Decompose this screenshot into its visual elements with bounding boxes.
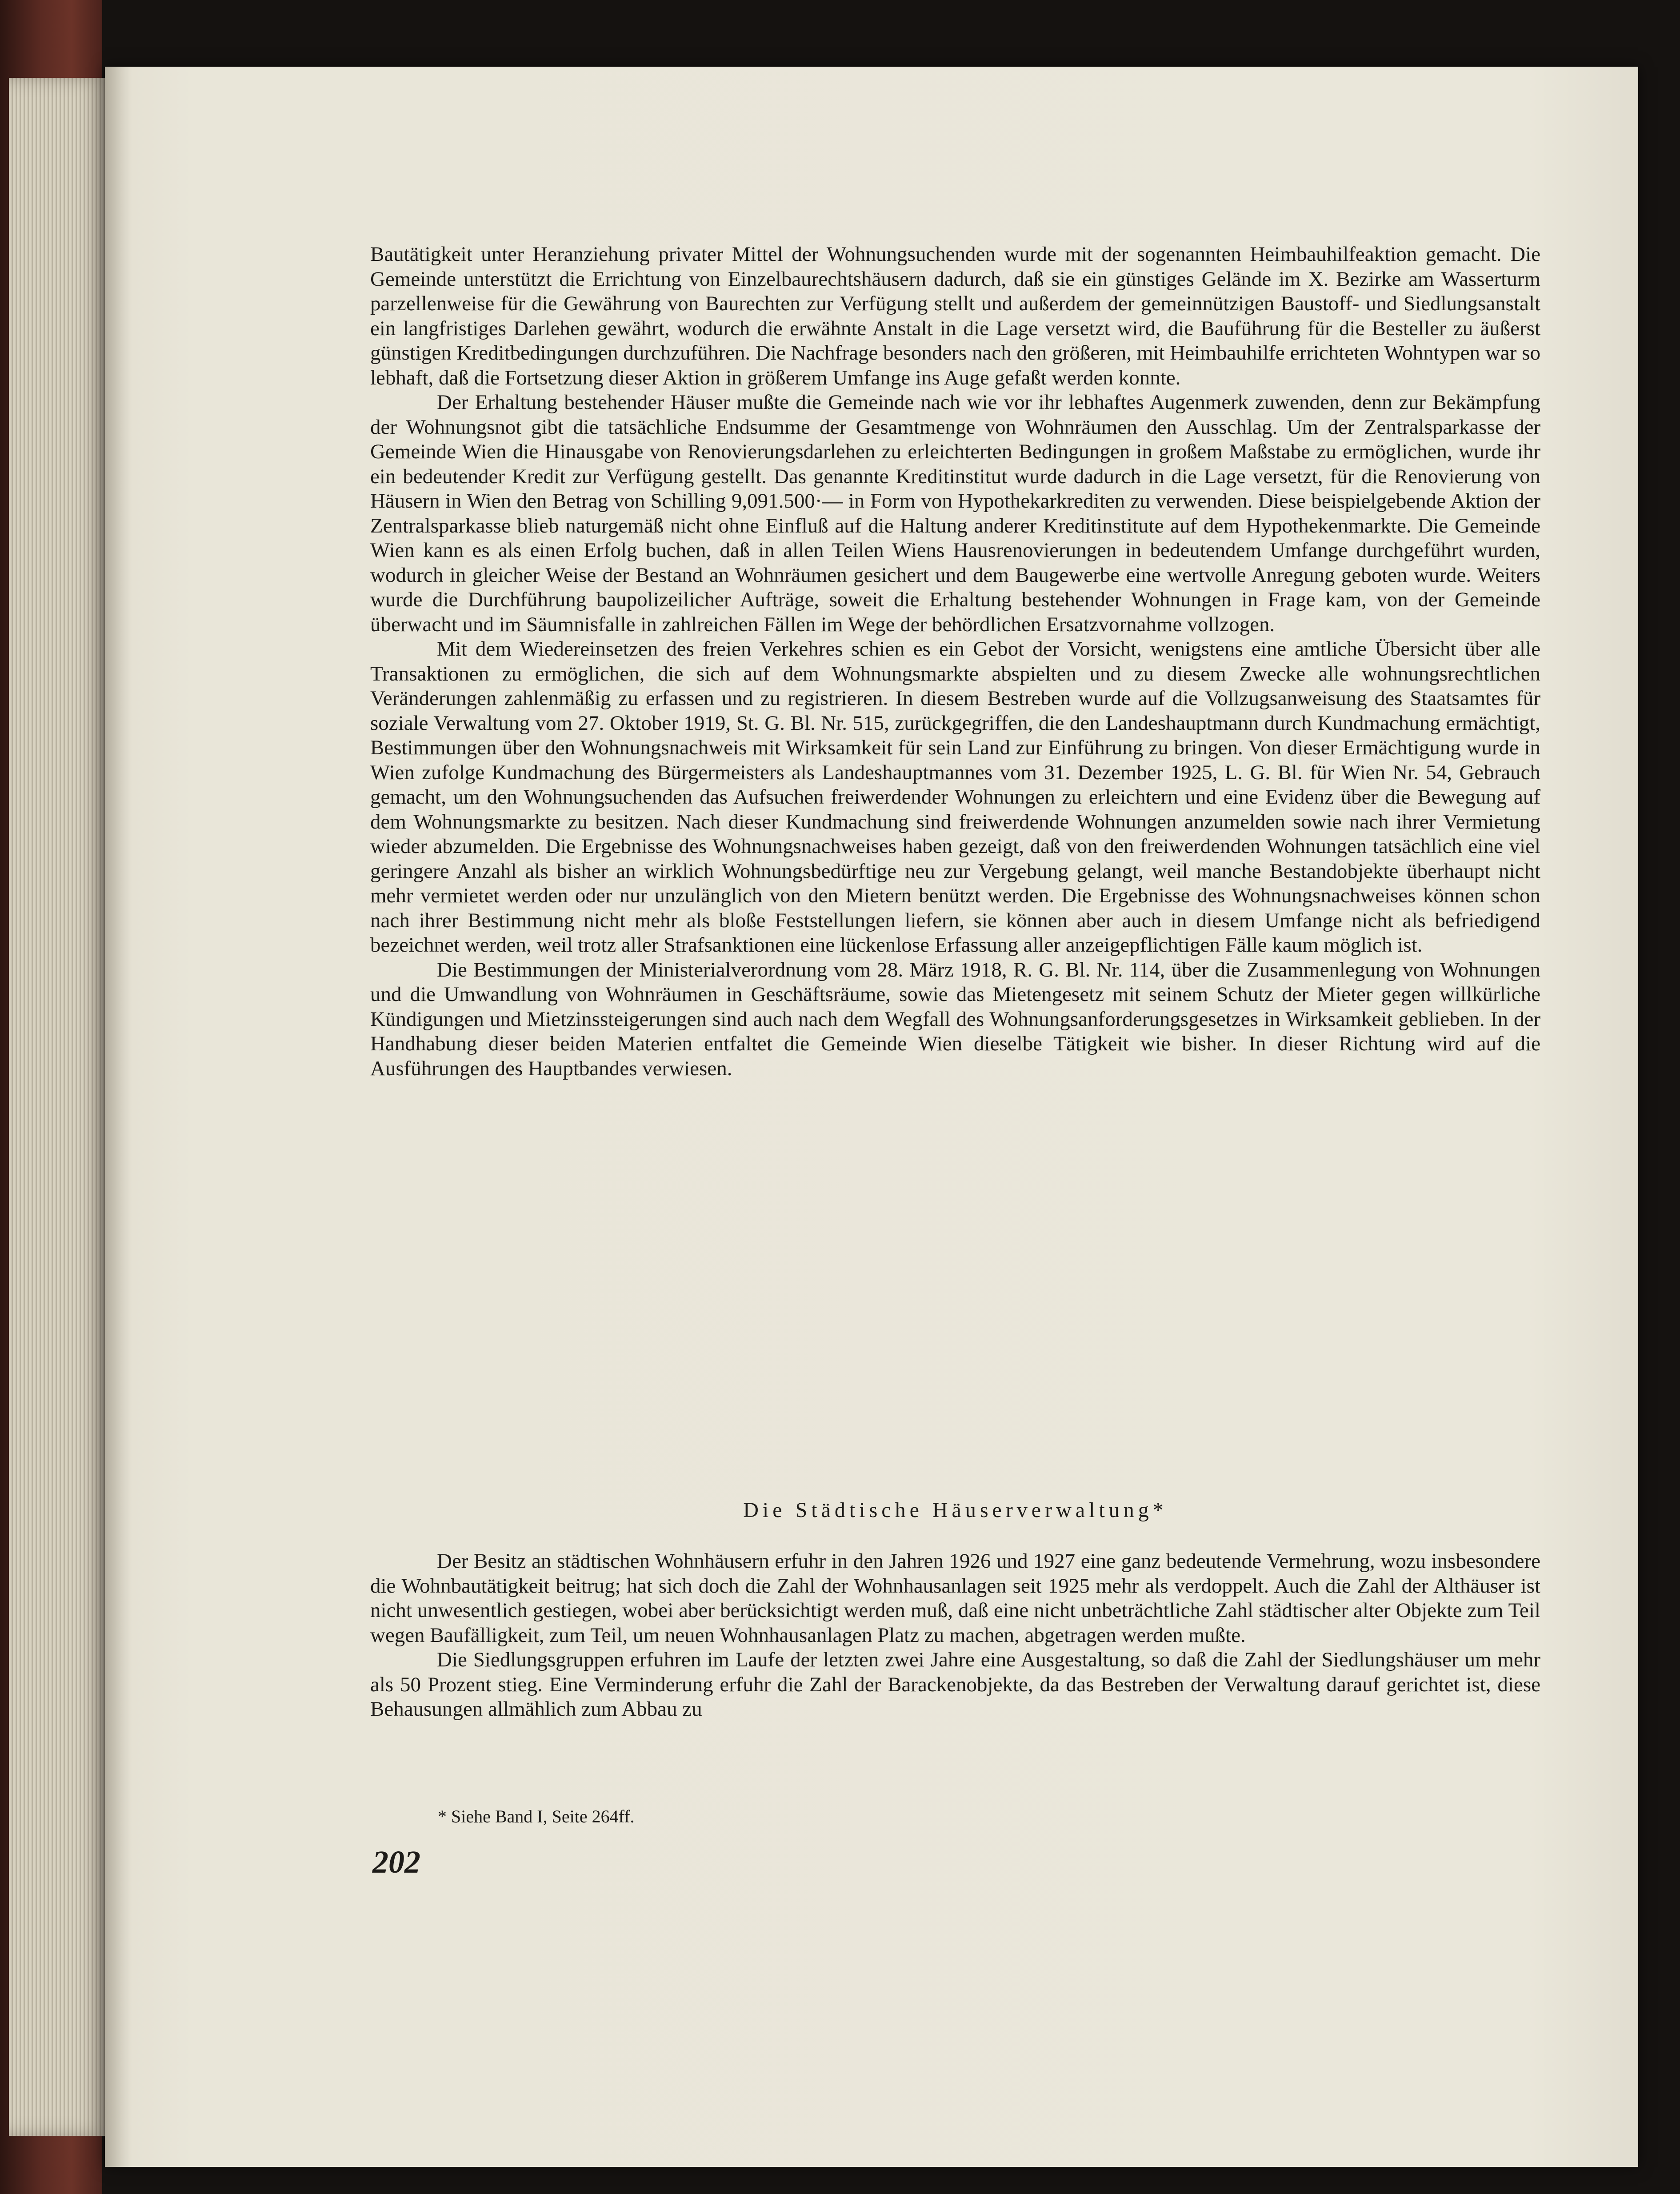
section-heading: Die Städtische Häuserverwaltung* [743,1498,1168,1522]
paragraph-2: Der Erhaltung bestehender Häuser mußte die Gemeinde nach wie vor ihr lebhaftes Augenmerk zuwenden, denn zur Bekämpfung der Wohnungsnot gibt die tatsächliche Endsumme der Gesamtmenge von Wohnräumen den Ausschlag. Um der Zentralsparkasse der Gemeinde Wien die Hinausgabe von Renovierungsdarlehen zu erleichterten Bedingungen in großem Maßstabe zu ermöglichen, wurde ihr ein bedeutender Kredit zur Verfügung gestellt. Das genannte Kreditinstitut wurde dadurch in die Lage versetzt, für die Renovierung von Häusern in Wien den Betrag von Schilling 9,091.500·— in Form von Hypothekarkrediten zu verwenden. Diese beispielgebende Aktion der Zentralsparkasse blieb naturgemäß nicht ohne Einfluß auf die Haltung anderer Kreditinstitute auf dem Hypothekenmarkte. Die Gemeinde Wien kann es als einen Erfolg buchen, daß in allen Teilen Wiens Hausrenovierungen in bedeutendem Umfange durchgeführt wurden, wodurch in gleicher Weise der Bestand an Wohnräumen gesichert und dem Baugewerbe eine wertvolle Anregung geboten wurde. Weiters wurde die Durchführung baupolizeilicher Aufträge, soweit die Erhaltung bestehender Wohnungen in Frage kam, von der Gemeinde überwacht und im Säumnisfalle in zahlreichen Fällen im Wege der behördlichen Ersatzvornahme vollzogen. [370,391,1540,636]
section-paragraph-2: Die Siedlungsgruppen erfuhren im Laufe der letzten zwei Jahre eine Ausgestaltung, so daß die Zahl der Siedlungshäuser um mehr als 50 Prozent stieg. Eine Verminderung erfuhr die Zahl der Barackenobjekte, da das Bestreben der Verwaltung darauf gerichtet ist, diese Behausungen allmählich zum Abbau zu [370,1648,1540,1721]
paragraph-3: Mit dem Wiedereinsetzen des freien Verkehres schien es ein Gebot der Vorsicht, wenigstens eine amtliche Übersicht über alle Transaktionen zu ermöglichen, die sich auf dem Wohnungsmarkte abspielten und zu diesem Zwecke alle wohnungsrechtlichen Veränderungen zahlenmäßig zu erfassen und zu registrieren. In diesem Bestreben wurde auf die Vollzugsanweisung des Staatsamtes für soziale Verwaltung vom 27. Oktober 1919, St. G. Bl. Nr. 515, zurückgegriffen, die den Landeshauptmann durch Kundmachung ermächtigt, Bestimmungen über den Wohnungsnachweis mit Wirksamkeit für sein Land zur Einführung zu bringen. Von dieser Ermächtigung wurde in Wien zufolge Kundmachung des Bürgermeisters als Landeshauptmannes vom 31. Dezember 1925, L. G. Bl. für Wien Nr. 54, Gebrauch gemacht, um den Wohnungsuchenden das Aufsuchen freiwerdender Wohnungen zu erleichtern und eine Evidenz über die Bewegung auf dem Wohnungsmarkte zu besitzen. Nach dieser Kundmachung sind freiwerdende Wohnungen anzumelden sowie nach ihrer Vermietung wieder abzumelden. Die Ergebnisse des Wohnungsnachweises haben gezeigt, daß von den freiwerdenden Wohnungen tatsächlich eine viel geringere Anzahl als bisher an wirklich Wohnungsbedürftige neu zur Vergebung gelangt, weil manche Bestandobjekte überhaupt nicht mehr vermietet werden oder nur unzulänglich von den Mietern benützt werden. Die Ergebnisse des Wohnungsnachweises können schon nach ihrer Bestimmung nicht mehr als bloße Feststellungen liefern, sie können aber auch in diesem Umfange nicht als befriedigend bezeichnet werden, weil trotz aller Strafsanktionen eine lückenlose Erfassung aller anzeigepflichtigen Fälle kaum möglich ist. [370,637,1540,957]
section-text [370,1549,1540,1722]
page-number: 202 [372,1844,420,1880]
main-text [370,242,1540,1081]
paragraph-4: Die Bestimmungen der Ministerialverordnung vom 28. März 1918, R. G. Bl. Nr. 114, über die Zusammenlegung von Wohnungen und die Umwandlung von Wohnräumen in Geschäftsräume, sowie das Mietengesetz mit seinem Schutz der Mieter gegen willkürliche Kündigungen und Mietzinssteigerungen sind auch nach dem Wegfall des Wohnungsanforderungsgesetzes in Wirksamkeit geblieben. In der Handhabung dieser beiden Materien entfaltet die Gemeinde Wien dieselbe Tätigkeit wie bisher. In dieser Richtung wird auf die Ausführungen des Hauptbandes verwiesen. [370,958,1540,1080]
spine-shadow [105,67,132,2167]
section-paragraph-1: Der Besitz an städtischen Wohnhäusern erfuhr in den Jahren 1926 und 1927 eine ganz bedeutende Vermehrung, wozu insbesondere die Wohnbautätigkeit beitrug; hat sich doch die Zahl der Wohnhausanlagen seit 1925 mehr als verdoppelt. Auch die Zahl der Althäuser ist nicht unwesentlich gestiegen, wobei aber berücksichtigt werden muß, daß eine nicht unbeträchtliche Zahl städtischer alter Objekte zum Teil wegen Baufälligkeit, zum Teil, um neuen Wohnhausanlagen Platz zu machen, abgetragen werden mußte. [370,1549,1540,1647]
footnote: * Siehe Band I, Seite 264ff. [438,1806,635,1826]
paragraph-1: Bautätigkeit unter Heranziehung privater Mittel der Wohnungsuchenden wurde mit der sogenannten Heimbauhilfeaktion gemacht. Die Gemeinde unterstützt die Errichtung von Einzelbaurechtshäusern dadurch, daß sie ein günstiges Gelände im X. Bezirke am Wasserturm parzellenweise für die Gewährung von Baurechten zur Verfügung stellt und außerdem der gemeinnützigen Baustoff- und Siedlungsanstalt ein langfristiges Darlehen gewährt, wodurch die erwähnte Anstalt in die Lage versetzt wird, die Bauführung für die Besteller zu äußerst günstigen Kreditbedingungen durchzuführen. Die Nachfrage besonders nach den größeren, mit Heimbauhilfe errichteten Wohntypen war so lebhaft, daß die Fortsetzung dieser Aktion in größerem Umfange ins Auge gefaßt werden konnte. [370,243,1540,389]
page-stack-edges [9,78,109,2136]
